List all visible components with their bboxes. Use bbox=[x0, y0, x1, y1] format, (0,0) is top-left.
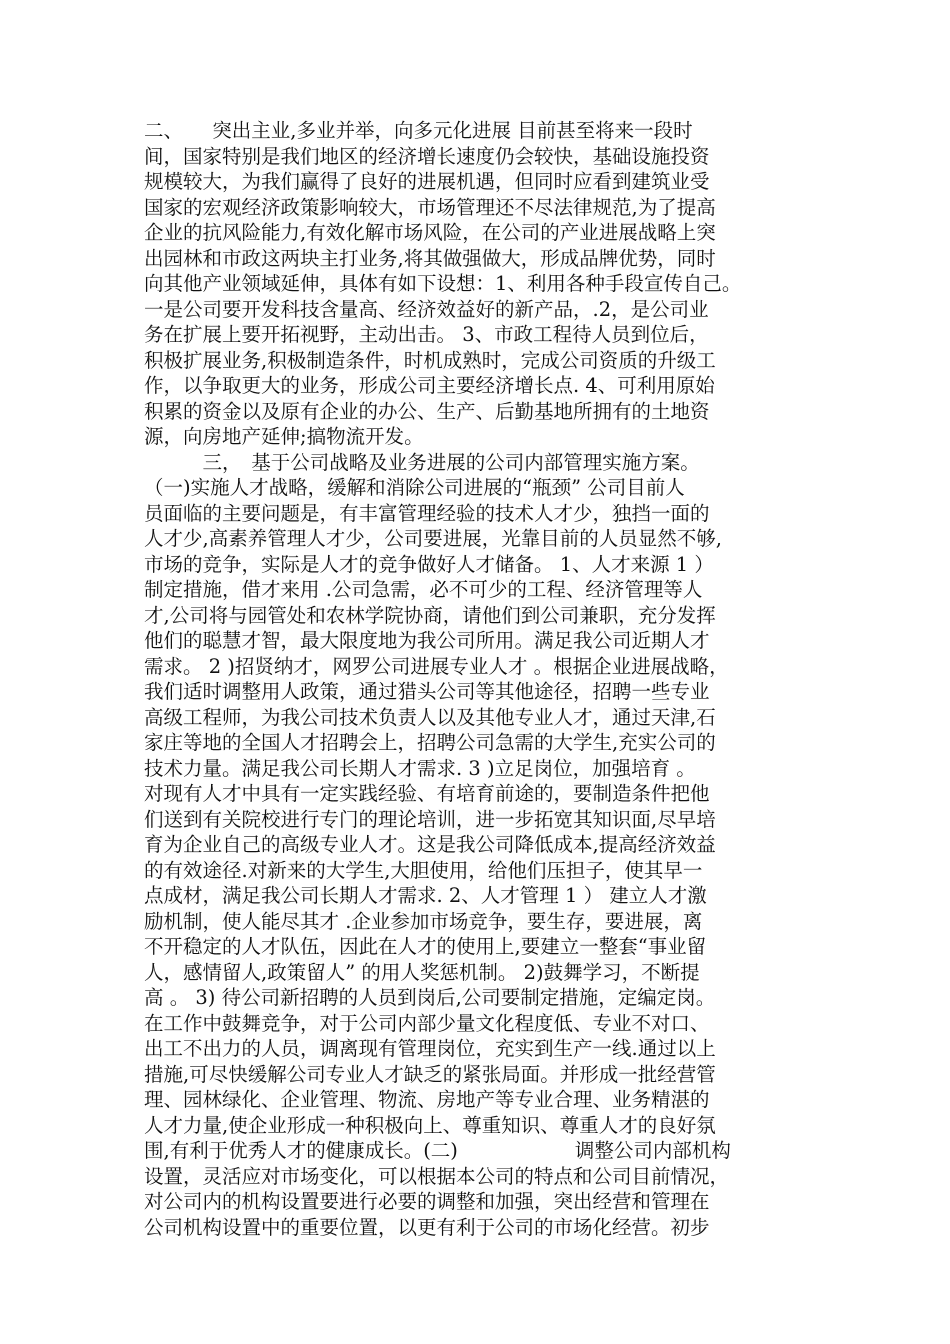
text-line: 国家的宏观经济政策影响较大，市场管理还不尽法律规范,为了提高 bbox=[144, 195, 716, 219]
text-line: 公司机构设置中的重要位置，以更有利于公司的市场化经营。初步 bbox=[144, 1215, 710, 1239]
text-line: 人，感情留人,政策留人” 的用人奖惩机制。 2)鼓舞学习，不断提 bbox=[144, 960, 700, 984]
text-line: 高级工程师，为我公司技术负责人以及其他专业人才，通过天津,石 bbox=[144, 705, 716, 729]
text-line: 对公司内的机构设置要进行必要的调整和加强，突出经营和管理在 bbox=[144, 1190, 710, 1213]
text-line: 高 。 3) 待公司新招聘的人员到岗后,公司要制定措施，定编定岗。 bbox=[144, 986, 716, 1009]
text-line: 向其他产业领域延伸，具体有如下设想：1、利用各种手段宣传自己。 bbox=[144, 272, 742, 295]
text-line: 措施,可尽快缓解公司专业人才缺乏的紧张局面。并形成一批经营管 bbox=[144, 1062, 716, 1086]
text-line: 他们的聪慧才智，最大限度地为我公司所用。满足我公司近期人才 bbox=[144, 629, 710, 652]
text-line: 作，以争取更大的业务，形成公司主要经济增长点. 4、可利用原始 bbox=[144, 374, 715, 397]
text-line: 理、园林绿化、企业管理、物流、房地产等专业合理、业务精湛的 bbox=[144, 1088, 710, 1111]
text-line: 育为企业自己的高级专业人才。这是我公司降低成本,提高经济效益 bbox=[144, 833, 716, 856]
text-line: 积累的资金以及原有企业的办公、生产、后勤基地所拥有的土地资 bbox=[144, 399, 710, 423]
text-line: 规模较大，为我们赢得了良好的进展机遇，但同时应看到建筑业受 bbox=[144, 170, 710, 193]
text-line: 才,公司将与园管处和农林学院协商，请他们到公司兼职，充分发挥 bbox=[144, 603, 716, 627]
text-line: 不开稳定的人才队伍，因此在人才的使用上,要建立一整套“事业留 bbox=[144, 935, 707, 958]
text-line: 员面临的主要问题是，有丰富管理经验的技术人才少，独挡一面的 bbox=[144, 501, 710, 525]
text-line: 源，向房地产延伸;搞物流开发。 bbox=[144, 425, 424, 448]
text-line: 制定措施，借才来用 .公司急需，必不可少的工程、经济管理等人 bbox=[144, 578, 703, 601]
text-line: 出园林和市政这两块主打业务,将其做强做大，形成品牌优势，同时 bbox=[144, 246, 716, 270]
text-line: 务在扩展上要开拓视野，主动出击。 3、市政工程待人员到位后， bbox=[144, 323, 709, 346]
text-line: 间，国家特别是我们地区的经济增长速度仍会较快，基础设施投资 bbox=[144, 144, 710, 168]
text-line: 家庄等地的全国人才招聘会上，招聘公司急需的大学生,充实公司的 bbox=[144, 731, 716, 754]
text-line: 三， 基于公司战略及业务进展的公司内部管理实施方案。 bbox=[144, 450, 700, 474]
text-line: 围,有利于优秀人才的健康成长。(二) 调整公司内部机构 bbox=[144, 1139, 731, 1162]
text-line: 出工不出力的人员，调离现有管理岗位，充实到生产一线.通过以上 bbox=[144, 1037, 716, 1060]
text-line: 对现有人才中具有一定实践经验、有培育前途的，要制造条件把他 bbox=[144, 782, 710, 805]
document-body-text bbox=[144, 118, 824, 1240]
text-line: 需求。 2 )招贤纳才，网罗公司进展专业人才 。根据企业进展战略， bbox=[144, 654, 729, 678]
text-line: 人才少,高素养管理人才少，公司要进展，光靠目前的人员显然不够, bbox=[144, 527, 722, 550]
text-line: 一是公司要开发科技含量高、经济效益好的新产品，.2，是公司业 bbox=[144, 297, 709, 321]
text-line: （一)实施人才战略，缓解和消除公司进展的“瓶颈” 公司目前人 bbox=[144, 476, 685, 499]
text-line: 企业的抗风险能力,有效化解市场风险，在公司的产业进展战略上突 bbox=[144, 221, 716, 244]
text-line: 市场的竞争，实际是人才的竞争做好人才储备。 1、人才来源 1 ） bbox=[144, 552, 714, 576]
text-line: 的有效途径.对新来的大学生,大胆使用，给他们压担子，使其早一 bbox=[144, 858, 703, 882]
text-line: 励机制，使人能尽其才 .企业参加市场竞争，要生存，要进展，离 bbox=[144, 909, 703, 933]
text-line: 积极扩展业务,积极制造条件，时机成熟时，完成公司资质的升级工 bbox=[144, 348, 716, 372]
text-line: 二、 突出主业,多业并举，向多元化进展 目前甚至将来一段时 bbox=[144, 119, 693, 142]
text-line: 我们适时调整用人政策，通过猎头公司等其他途径，招聘一些专业 bbox=[144, 680, 710, 703]
text-line: 技术力量。满足我公司长期人才需求. 3 )立足岗位，加强培育 。 bbox=[144, 756, 696, 780]
text-line: 点成材，满足我公司长期人才需求. 2、人才管理 1 ） 建立人才激 bbox=[144, 884, 707, 907]
text-line: 在工作中鼓舞竞争，对于公司内部少量文化程度低、专业不对口、 bbox=[144, 1011, 710, 1035]
text-line: 们送到有关院校进行专门的理论培训，进一步拓宽其知识面,尽早培 bbox=[144, 807, 716, 831]
text-line: 设置，灵活应对市场变化，可以根据本公司的特点和公司目前情况， bbox=[144, 1164, 730, 1188]
text-line: 人才力量,使企业形成一种积极向上、尊重知识、尊重人才的良好氛 bbox=[144, 1113, 716, 1137]
